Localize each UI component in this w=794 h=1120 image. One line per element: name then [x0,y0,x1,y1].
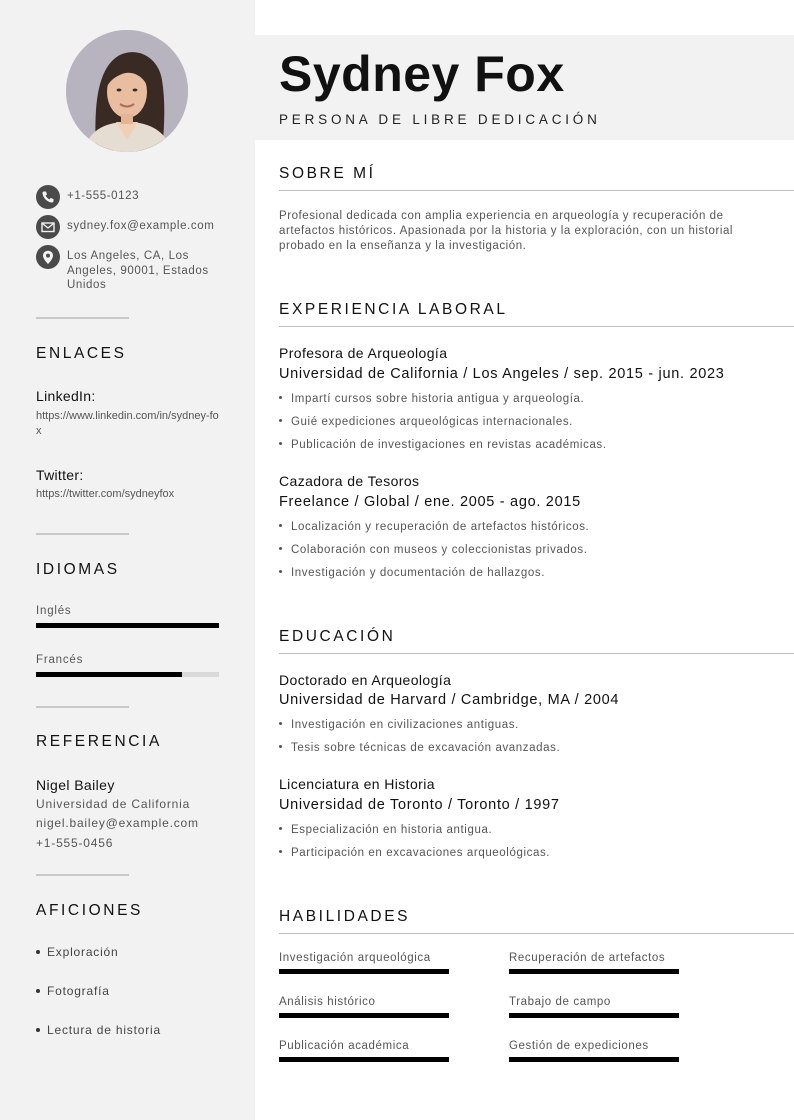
person-name: Sydney Fox [279,46,565,102]
degree-bullet [279,742,560,754]
bullet-dot [279,524,282,527]
section-rule [279,326,794,327]
skill-name: Recuperación de artefactos [509,952,666,964]
skill-level-fill [509,1013,679,1018]
hobby-label: Lectura de historia [47,1023,161,1037]
job-title: Profesora de Arqueología [279,345,448,361]
skill-level-fill [279,1057,449,1062]
skill-level-bar [509,1013,679,1018]
reference-email: nigel.bailey@example.com [36,816,199,830]
bullet-text: Tesis sobre técnicas de excavación avanzadas. [291,742,561,754]
person-title: PERSONA DE LIBRE DEDICACIÓN [279,112,601,127]
job-bullet [279,393,584,405]
language-level-bar [36,623,219,628]
skill-level-fill [279,969,449,974]
hobby-label: Fotografía [47,984,110,998]
section-rule [279,653,794,654]
skill-name: Publicación académica [279,1040,410,1052]
bullet-dot [36,989,40,993]
hobby-item [36,945,119,959]
skill-level-bar [279,1057,449,1062]
contact-email [36,215,226,239]
bullet-dot [36,950,40,954]
job-bullet [279,544,588,556]
phone-icon [36,185,60,209]
job-bullet [279,521,589,533]
hobby-item [36,1023,161,1037]
job-title: Cazadora de Tesoros [279,473,420,489]
degree-bullet [279,719,519,731]
bullet-dot [279,442,282,445]
address-text: Los Angeles, CA, Los Angeles, 90001, Estados Unidos [67,250,209,291]
bullet-text: Investigación y documentación de hallazgos. [291,567,546,579]
bullet-text: Especialización en historia antigua. [291,824,493,836]
sidebar-divider [36,317,129,319]
phone-text: +1-555-0123 [67,190,140,202]
skill-level-fill [509,969,679,974]
hobby-item [36,984,110,998]
bullet-dot [279,396,282,399]
email-text: sydney.fox@example.com [67,220,215,232]
reference-org: Universidad de California [36,797,191,811]
skill-level-bar [509,969,679,974]
degree-bullet [279,824,492,836]
reference-heading: REFERENCIA [36,733,162,750]
skill-level-bar [279,969,449,974]
envelope-icon [36,215,60,239]
degree-org: Universidad de Harvard / Cambridge, MA / 2004 [279,692,620,708]
sidebar-divider [36,533,129,535]
profile-photo [66,30,188,152]
about-text: Profesional dedicada con amplia experiencia en arqueología y recuperación de artefactos históricos. Apasionada por la historia y la exploración, con un historial probado en la enseñanza y la investigación. [279,210,734,252]
linkedin-link[interactable]: https://www.linkedin.com/in/sydney-fox [36,410,219,437]
skill-name: Análisis histórico [279,996,376,1008]
languages-heading: IDIOMAS [36,561,120,578]
bullet-text: Impartí cursos sobre historia antigua y arqueología. [291,393,585,405]
location-pin-icon [36,245,60,269]
education-heading: EDUCACIÓN [279,628,396,645]
reference-name: Nigel Bailey [36,777,115,793]
skill-item [279,952,449,974]
job-org: Freelance / Global / ene. 2005 - ago. 2015 [279,494,581,510]
bullet-dot [279,570,282,573]
skill-level-bar [279,1013,449,1018]
hobby-label: Exploración [47,945,119,959]
bullet-dot [279,722,282,725]
job-bullet [279,567,545,579]
bullet-text: Participación en excavaciones arqueológicas. [291,847,551,859]
degree-bullet [279,847,550,859]
skill-item [279,1040,449,1062]
bullet-dot [279,850,282,853]
bullet-text: Localización y recuperación de artefactos históricos. [291,521,590,533]
job-bullet [279,416,573,428]
language-level-bar [36,672,219,677]
degree-org: Universidad de Toronto / Toronto / 1997 [279,797,560,813]
twitter-link[interactable]: https://twitter.com/sydneyfox [36,488,175,500]
language-level-fill [36,623,219,628]
language-name: Inglés [36,605,72,617]
skill-item [509,952,679,974]
skill-item [509,996,679,1018]
skill-level-fill [279,1013,449,1018]
contact-phone [36,185,226,209]
about-heading: SOBRE MÍ [279,165,376,182]
skill-level-fill [509,1057,679,1062]
linkedin-label: LinkedIn: [36,388,96,404]
bullet-dot [279,419,282,422]
language-level-fill [36,672,182,677]
degree-title: Licenciatura en Historia [279,776,435,792]
skills-heading: HABILIDADES [279,908,411,925]
main-content [255,0,794,1120]
skill-item [509,1040,679,1062]
section-rule [279,933,794,934]
bullet-text: Investigación en civilizaciones antiguas. [291,719,519,731]
skill-level-bar [509,1057,679,1062]
avatar [66,30,188,152]
reference-phone: +1-555-0456 [36,836,114,850]
skill-name: Gestión de expediciones [509,1040,649,1052]
sidebar-divider [36,706,129,708]
language-name: Francés [36,654,84,666]
sidebar [0,0,255,1120]
hobbies-heading: AFICIONES [36,902,143,919]
skill-name: Investigación arqueológica [279,952,431,964]
skill-item [279,996,449,1018]
job-org: Universidad de California / Los Angeles / sep. 2015 - jun. 2023 [279,366,725,382]
bullet-dot [279,745,282,748]
twitter-label: Twitter: [36,467,84,483]
bullet-text: Guié expediciones arqueológicas internacionales. [291,416,573,428]
bullet-dot [279,827,282,830]
sidebar-divider [36,874,129,876]
section-rule [279,190,794,191]
contact-address [36,245,226,293]
degree-title: Doctorado en Arqueología [279,672,452,688]
bullet-text: Publicación de investigaciones en revistas académicas. [291,439,607,451]
bullet-dot [36,1028,40,1032]
skill-name: Trabajo de campo [509,996,611,1008]
job-bullet [279,439,607,451]
bullet-dot [279,547,282,550]
bullet-text: Colaboración con museos y coleccionistas privados. [291,544,588,556]
links-heading: ENLACES [36,345,127,362]
experience-heading: EXPERIENCIA LABORAL [279,301,508,318]
